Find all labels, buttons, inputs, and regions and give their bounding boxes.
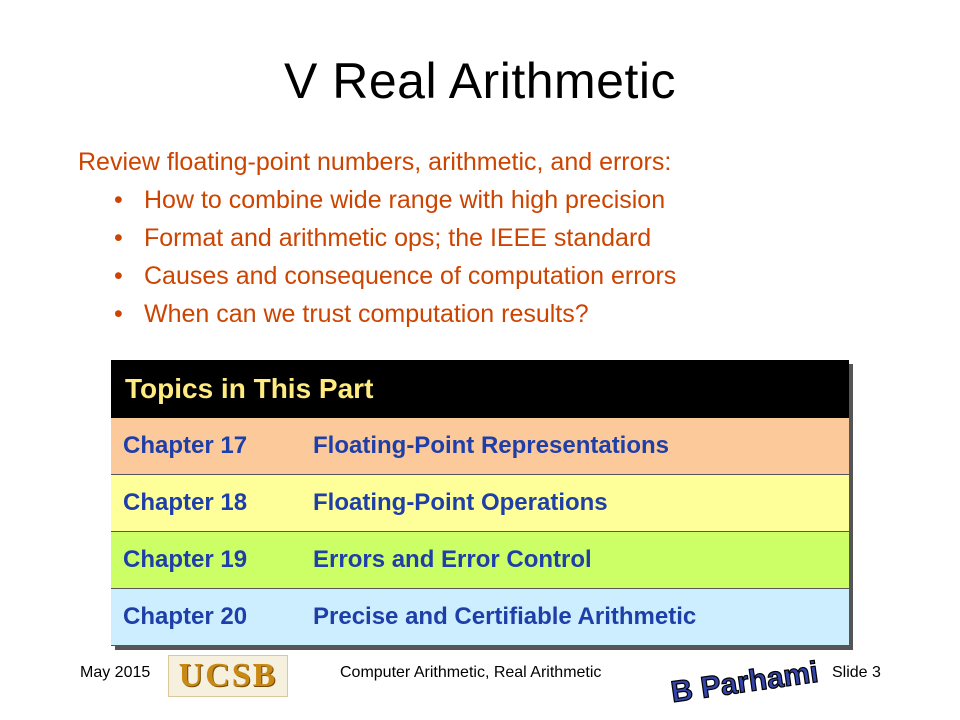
- slide-title: V Real Arithmetic: [284, 53, 676, 109]
- author-logo-text: B Parhami: [668, 655, 821, 710]
- footer-date: May 2015: [80, 664, 151, 681]
- bullet-item: [112, 298, 676, 336]
- table-row: [111, 532, 849, 589]
- footer-course-title: Computer Arithmetic, Real Arithmetic: [340, 664, 602, 681]
- bullet-icon: •: [114, 186, 123, 214]
- slide-number: Slide 3: [832, 664, 881, 681]
- chapter-number: Chapter 19: [123, 546, 248, 573]
- bullet-item: [112, 222, 676, 260]
- chapter-name: Errors and Error Control: [313, 546, 592, 573]
- bullet-list: [112, 184, 676, 336]
- chapter-number: Chapter 20: [123, 603, 248, 630]
- bullet-item: [112, 184, 676, 222]
- author-logo: [668, 648, 821, 710]
- table-row: [111, 475, 849, 532]
- ucsb-logo: [168, 655, 288, 697]
- bullet-text: How to combine wide range with high precision: [144, 186, 666, 214]
- table-row: [111, 418, 849, 475]
- bullet-icon: •: [114, 224, 123, 252]
- topics-header: Topics in This Part: [111, 360, 849, 418]
- chapter-name: Precise and Certifiable Arithmetic: [313, 603, 697, 630]
- topics-table: [111, 360, 849, 646]
- chapter-name: Floating-Point Representations: [313, 432, 670, 459]
- bullet-icon: •: [114, 262, 123, 290]
- chapter-number: Chapter 18: [123, 489, 248, 516]
- intro-text: Review floating-point numbers, arithmetic, and errors:: [78, 148, 672, 176]
- bullet-text: Causes and consequence of computation errors: [144, 262, 677, 290]
- chapter-number: Chapter 17: [123, 432, 248, 459]
- ucsb-logo-text: UCSB: [178, 657, 278, 694]
- table-row: [111, 589, 849, 646]
- bullet-item: [112, 260, 676, 298]
- bullet-text: Format and arithmetic ops; the IEEE standard: [144, 224, 652, 252]
- bullet-text: When can we trust computation results?: [144, 300, 589, 328]
- chapter-name: Floating-Point Operations: [313, 489, 608, 516]
- bullet-icon: •: [114, 300, 123, 328]
